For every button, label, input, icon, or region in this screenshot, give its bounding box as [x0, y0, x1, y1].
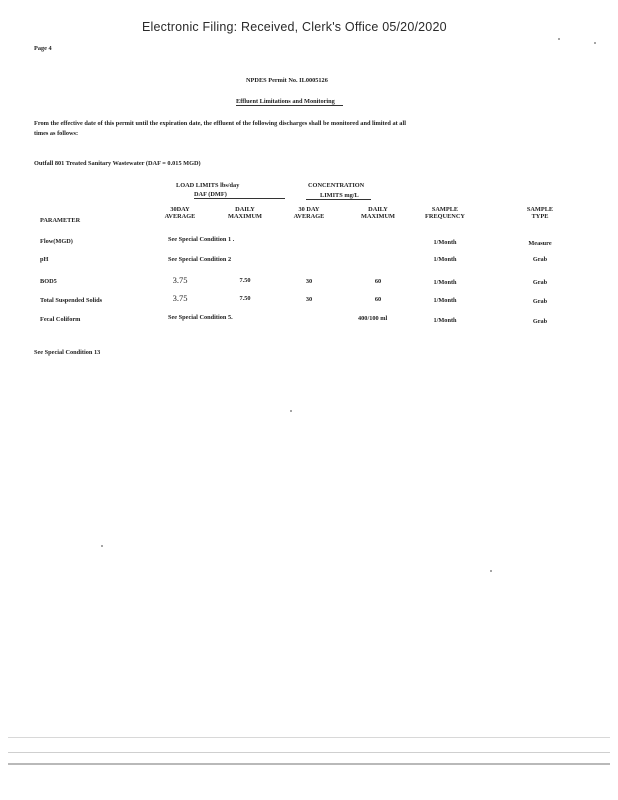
row-frequency: 1/Month	[433, 239, 457, 246]
col-conc-30day-l1: 30 DAY	[298, 206, 320, 213]
col-sample-type	[518, 206, 562, 220]
scan-speck	[490, 570, 492, 572]
permit-number: NPDES Permit No. IL0005126	[246, 77, 328, 84]
col-conc-daily	[355, 206, 401, 220]
page-number: Page 4	[34, 45, 52, 52]
row-type: Grab	[532, 318, 548, 325]
col-load-30day	[158, 206, 202, 220]
row-conc-30day: 30	[305, 296, 313, 303]
load-limits-header: LOAD LIMITS lbs/day	[176, 182, 240, 189]
row-conc-daily: 60	[374, 278, 382, 285]
row-parameter: Fecal Coliform	[40, 316, 81, 323]
col-load-daily	[222, 206, 268, 220]
load-limits-subheader: DAF (DMF)	[194, 191, 285, 199]
row-load-30day: 3.75	[172, 293, 188, 303]
col-sample-frequency-l1: SAMPLE	[431, 206, 459, 213]
intro-line-2: times as follows:	[34, 130, 79, 137]
filing-stamp-header: Electronic Filing: Received, Clerk's Office 05/20/2020	[142, 20, 447, 34]
col-conc-daily-l1: DAILY	[368, 206, 388, 213]
row-conc-daily: 400/100 ml	[358, 315, 388, 322]
col-sample-type-l2: TYPE	[531, 213, 549, 220]
col-conc-30day-l2: AVERAGE	[293, 213, 325, 220]
row-parameter: Total Suspended Solids	[40, 297, 103, 304]
row-parameter: Flow(MGD)	[40, 238, 73, 245]
scan-line	[8, 737, 610, 738]
row-type: Grab	[532, 256, 548, 263]
row-load-daily: 7.50	[239, 277, 251, 284]
concentration-subheader: LIMITS mg/L	[306, 192, 371, 200]
col-conc-daily-l2: MAXIMUM	[361, 213, 395, 220]
row-parameter: BOD5	[40, 278, 57, 285]
concentration-header: CONCENTRATION	[308, 182, 365, 189]
scan-speck	[101, 545, 103, 547]
row-type: Measure	[528, 240, 552, 247]
intro-line-1: From the effective date of this permit until the expiration date, the effluent of the following discharges shall be monitored and limited at all	[34, 120, 406, 127]
col-sample-type-l1: SAMPLE	[526, 206, 554, 213]
row-parameter: pH	[40, 256, 49, 263]
row-load-daily: 7.50	[239, 295, 251, 302]
row-frequency: 1/Month	[433, 256, 457, 263]
col-load-30day-l2: AVERAGE	[164, 213, 196, 220]
row-type: Grab	[532, 298, 548, 305]
col-load-daily-l1: DAILY	[235, 206, 255, 213]
row-load-30day: 3.75	[172, 275, 188, 285]
row-frequency: 1/Month	[433, 297, 457, 304]
row-load-note: See Special Condition 1 .	[168, 236, 235, 243]
scan-speck	[558, 38, 560, 40]
col-parameter: PARAMETER	[40, 217, 81, 224]
col-sample-frequency-l2: FREQUENCY	[425, 213, 465, 220]
row-conc-30day: 30	[305, 278, 313, 285]
row-conc-daily: 60	[374, 296, 382, 303]
col-sample-frequency	[420, 206, 470, 220]
row-load-note: See Special Condition 2	[168, 256, 232, 263]
footnote: See Special Condition 13	[34, 349, 101, 356]
scan-line	[8, 752, 610, 753]
col-load-daily-l2: MAXIMUM	[228, 213, 262, 220]
scan-speck	[594, 42, 596, 44]
row-type: Grab	[532, 279, 548, 286]
section-title: Effluent Limitations and Monitoring	[236, 98, 343, 106]
outfall-description: Outfall 801 Treated Sanitary Wastewater (DAF = 0.015 MGD)	[34, 160, 201, 167]
row-frequency: 1/Month	[433, 279, 457, 286]
row-frequency: 1/Month	[433, 317, 457, 324]
scan-line	[8, 763, 610, 765]
scan-speck	[290, 410, 292, 412]
row-load-note: See Special Condition 5.	[168, 314, 233, 321]
col-load-30day-l1: 30DAY	[170, 206, 190, 213]
col-conc-30day	[286, 206, 332, 220]
